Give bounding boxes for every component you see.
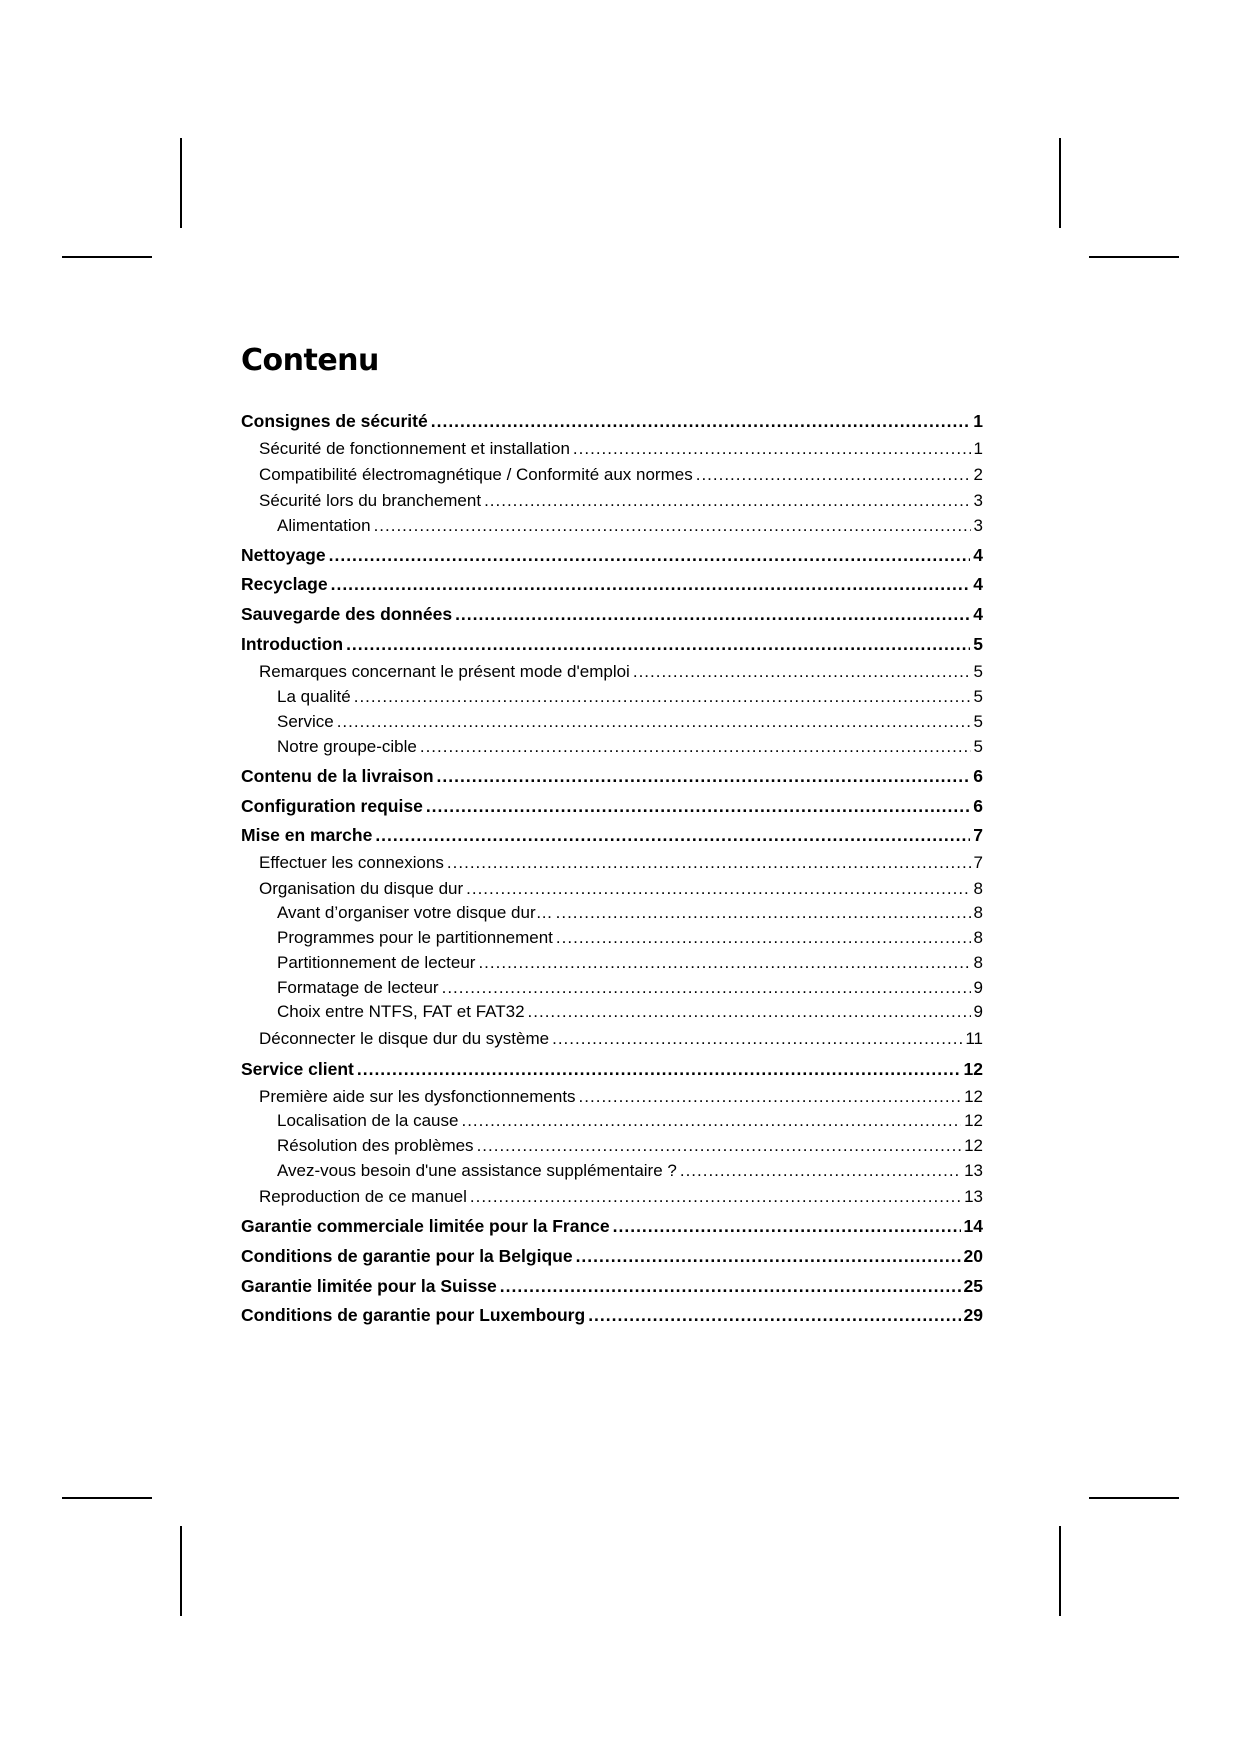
toc-entry-page-number: 12 [963,1059,983,1079]
toc-entry[interactable] [241,851,983,875]
toc-entry-page-number: 8 [973,903,983,922]
toc-entry-label: Localisation de la cause [277,1111,459,1130]
toc-entry-page-number: 3 [973,516,983,535]
dot-leader [420,735,971,759]
dot-leader [447,851,971,875]
toc-entry-page-number: 20 [963,1246,983,1266]
toc-entry-page-number: 13 [964,1161,983,1180]
toc-entry-page-number: 5 [973,662,983,681]
toc-entry-page-number: 4 [973,604,983,624]
toc-entry-label: Remarques concernant le présent mode d'emploi [259,662,630,681]
toc-entry-label: Sécurité lors du branchement [259,491,482,510]
toc-entry[interactable] [241,1214,983,1238]
toc-entry-label: Garantie limitée pour la Suisse [241,1276,497,1296]
dot-leader [556,926,971,950]
toc-entry[interactable] [241,976,983,1000]
dot-leader [455,602,970,626]
toc-entry-label: Sauvegarde des données [241,604,453,624]
toc-entry-page-number: 4 [973,574,983,594]
toc-entry[interactable] [241,1057,983,1081]
toc-entry-label: Organisation du disque dur [259,879,464,898]
toc-entry[interactable] [241,764,983,788]
toc-entry-page-number: 29 [963,1305,983,1325]
toc-entry[interactable] [241,1159,983,1183]
toc-entry[interactable] [241,951,983,975]
toc-entry-label: Déconnecter le disque dur du système [259,1029,550,1048]
dot-leader [461,1109,961,1133]
toc-entry-label: Partitionnement de lecteur [277,953,476,972]
toc-entry[interactable] [241,409,983,433]
toc-entry[interactable] [241,794,983,818]
toc-entry-label: Service client [241,1059,354,1079]
toc-entry[interactable] [241,437,983,461]
toc-entry[interactable] [241,823,983,847]
toc-entry-page-number: 8 [973,879,983,898]
toc-entry[interactable] [241,489,983,513]
crop-mark [1089,1497,1179,1499]
toc-entry-page-number: 2 [973,465,983,484]
toc-entry-page-number: 7 [973,825,983,845]
crop-mark [180,138,182,228]
toc-entry[interactable] [241,514,983,538]
toc-entry[interactable] [241,1185,983,1209]
dot-leader [579,1085,962,1109]
toc-entry-page-number: 1 [973,411,983,431]
toc-entry-page-number: 13 [964,1187,983,1206]
toc-entry-label: Avez-vous besoin d'une assistance supplémentaire ? [277,1161,677,1180]
toc-entry[interactable] [241,660,983,684]
dot-leader [576,1244,961,1268]
dot-leader [477,1134,962,1158]
toc-entry-page-number: 5 [973,737,983,756]
toc-entry-page-number: 8 [973,953,983,972]
toc-entry-page-number: 11 [965,1029,983,1048]
dot-leader [680,1159,961,1183]
toc-entry[interactable] [241,1027,983,1051]
toc-entry[interactable] [241,543,983,567]
dot-leader [354,685,971,709]
toc-entry-page-number: 12 [964,1111,983,1130]
dot-leader [374,514,971,538]
toc-entry[interactable] [241,710,983,734]
toc-entry-label: Service [277,712,334,731]
toc-entry[interactable] [241,1303,983,1327]
dot-leader [484,489,970,513]
toc-entry-label: Contenu de la livraison [241,766,434,786]
toc-entry-page-number: 12 [964,1136,983,1155]
dot-leader [437,764,971,788]
toc-entry-page-number: 9 [973,978,983,997]
dot-leader [329,543,971,567]
toc-entry-label: Garantie commerciale limitée pour la France [241,1216,610,1236]
dot-leader [466,877,970,901]
toc-entry[interactable] [241,1134,983,1158]
toc-entry-label: Première aide sur les dysfonctionnements [259,1087,576,1106]
toc-entry-page-number: 3 [973,491,983,510]
dot-leader [357,1057,961,1081]
toc-entry-page-number: 14 [963,1216,983,1236]
dot-leader [426,794,970,818]
toc-entry[interactable] [241,901,983,925]
toc-entry-page-number: 12 [964,1087,983,1106]
toc-entry[interactable] [241,1109,983,1133]
toc-entry-label: Conditions de garantie pour Luxembourg [241,1305,586,1325]
toc-entry-page-number: 6 [973,796,983,816]
toc-entry-label: La qualité [277,687,351,706]
dot-leader [633,660,971,684]
toc-entry-page-number: 5 [973,687,983,706]
toc-entry-label: Mise en marche [241,825,373,845]
toc-entry-label: Résolution des problèmes [277,1136,474,1155]
toc-entry-page-number: 1 [973,439,983,458]
crop-mark [62,1497,152,1499]
toc-entry-label: Choix entre NTFS, FAT et FAT32 [277,1002,525,1021]
dot-leader [500,1274,961,1298]
toc-entry[interactable] [241,463,983,487]
crop-mark [180,1526,182,1616]
toc-entry[interactable] [241,1000,983,1024]
toc-entry-label: Notre groupe-cible [277,737,417,756]
toc-entry-page-number: 5 [973,712,983,731]
dot-leader [346,632,970,656]
toc-entry-page-number: 4 [973,545,983,565]
toc-entry[interactable] [241,685,983,709]
crop-mark [1089,256,1179,258]
dot-leader [470,1185,961,1209]
toc-entry[interactable] [241,632,983,656]
dot-leader [528,1000,971,1024]
toc-entry[interactable] [241,1244,983,1268]
toc-entry-page-number: 25 [963,1276,983,1296]
toc-entry-page-number: 8 [973,928,983,947]
toc-entry[interactable] [241,735,983,759]
toc-entry-page-number: 7 [973,853,983,872]
toc-entry-label: Consignes de sécurité [241,411,428,431]
dot-leader [331,572,971,596]
crop-mark [1059,1526,1061,1616]
toc-entry-label: Sécurité de fonctionnement et installation [259,439,570,458]
toc-entry[interactable] [241,926,983,950]
dot-leader [552,1027,962,1051]
toc-entry-label: Compatibilité électromagnétique / Conformité aux normes [259,465,693,484]
dot-leader [573,437,971,461]
dot-leader [375,823,970,847]
toc-entry-label: Formatage de lecteur [277,978,439,997]
toc-entry-label: Configuration requise [241,796,423,816]
dot-leader [337,710,971,734]
toc-entry-label: Recyclage [241,574,328,594]
dot-leader [431,409,971,433]
toc-entry[interactable] [241,1274,983,1298]
toc-entry[interactable] [241,572,983,596]
toc-entry-page-number: 6 [973,766,983,786]
crop-mark [1059,138,1061,228]
toc-entry-label: Alimentation [277,516,371,535]
dot-leader [588,1303,960,1327]
toc-entry-label: Introduction [241,634,344,654]
toc-entry-label: Nettoyage [241,545,326,565]
toc-entry-label: Conditions de garantie pour la Belgique [241,1246,573,1266]
dot-leader [556,901,971,925]
dot-leader [613,1214,961,1238]
dot-leader [442,976,971,1000]
toc-entry[interactable] [241,877,983,901]
dot-leader [696,463,971,487]
crop-mark [62,256,152,258]
toc-entry-label: Reproduction de ce manuel [259,1187,467,1206]
toc-entry-page-number: 5 [973,634,983,654]
toc-entry[interactable] [241,1085,983,1109]
table-of-contents [241,0,983,1755]
dot-leader [478,951,970,975]
toc-entry[interactable] [241,602,983,626]
toc-entry-label: Effectuer les connexions [259,853,444,872]
toc-entry-label: Programmes pour le partitionnement [277,928,553,947]
page-title: Contenu [241,343,379,378]
toc-entry-label: Avant d’organiser votre disque dur… [277,903,553,922]
toc-entry-page-number: 9 [973,1002,983,1021]
